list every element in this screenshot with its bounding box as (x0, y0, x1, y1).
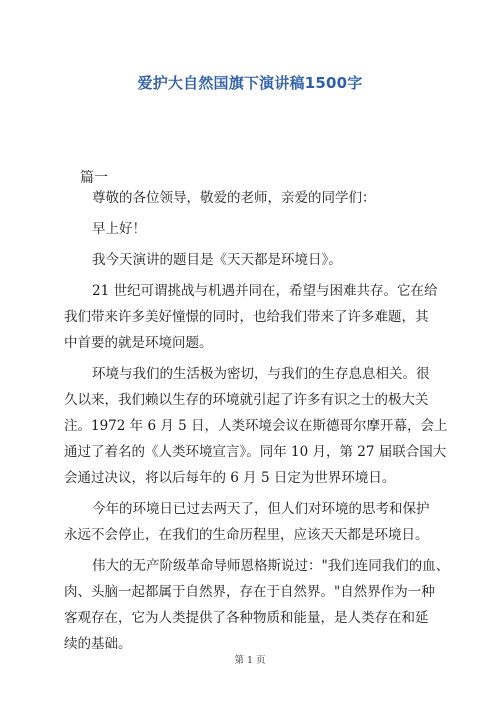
paragraph-line: 我们带来许多美好憧憬的同时，也给我们带来了许多难题，其 (64, 309, 429, 325)
page-footer: 第 1 页 (234, 655, 266, 666)
document-body (64, 185, 450, 662)
paragraph-line: 永远不会停止，在我们的生命历程里，应该天天都是环境日。 (64, 527, 429, 543)
paragraph-line: 客观存在，它为人类提供了各种物质和能量，是人类存在和延 (64, 610, 429, 626)
paragraph-line: 我今天演讲的题目是《天天都是环境日》。 (92, 252, 342, 268)
document-title: 爱护大自然国旗下演讲稿1500字 (137, 74, 363, 92)
paragraph (64, 216, 444, 242)
section-label: 篇一 (80, 170, 108, 186)
paragraph (64, 278, 444, 356)
paragraph-line: 肉、头脑一起都属于自然界，存在于自然界。"自然界作为一种 (64, 584, 435, 600)
paragraph-line: 尊敬的各位领导，敬爱的老师，亲爱的同学们： (92, 190, 376, 206)
paragraph-line: 环境与我们的生活极为密切，与我们的生存息息相关。很 (92, 366, 430, 382)
paragraph (64, 496, 444, 548)
paragraph (64, 247, 444, 273)
paragraph-line: 注。1972 年 6 月 5 日，人类环境会议在斯德哥尔摩开幕，会上 (64, 418, 448, 434)
paragraph (64, 553, 450, 657)
paragraph-line: 伟大的无产阶级革命导师恩格斯说过："我们连同我们的血、 (92, 558, 450, 574)
paragraph-line: 21 世纪可谓挑战与机遇并同在，希望与困难共存。它在给 (92, 283, 438, 299)
paragraph (64, 361, 448, 491)
paragraph-line: 今年的环境日已过去两天了，但人们对环境的思考和保护 (92, 501, 430, 517)
paragraph-line: 通过了着名的《人类环境宣言》。同年 10 月，第 27 届联合国大 (64, 444, 447, 460)
paragraph (64, 185, 444, 211)
paragraph-line: 中首要的就是环境问题。 (64, 335, 213, 351)
paragraph-line: 早上好！ (92, 221, 146, 237)
paragraph-line: 久以来，我们赖以生存的环境就引起了许多有识之士的极大关 (64, 392, 429, 408)
paragraph-line: 续的基础。 (64, 636, 132, 652)
paragraph-line: 会通过决议，将以后每年的 6 月 5 日定为世界环境日。 (64, 470, 396, 486)
